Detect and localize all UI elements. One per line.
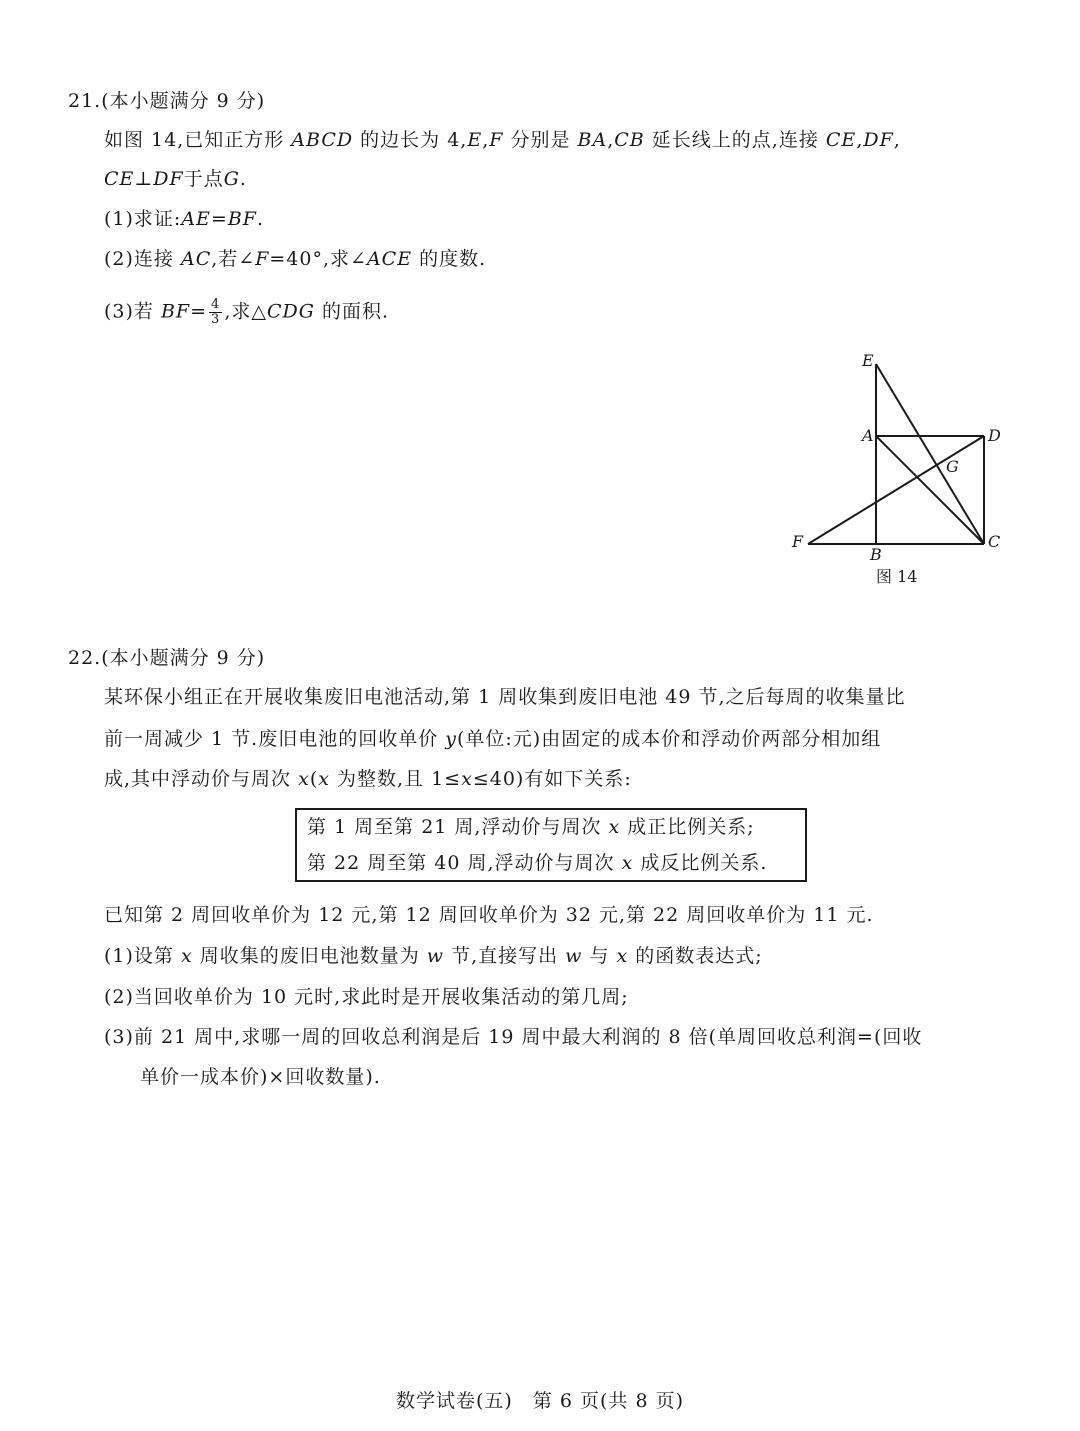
q22-stem-line3: 成,其中浮动价与周次 x(x 为整数,且 1≤x≤40)有如下关系: [104, 768, 632, 790]
figure-caption: 图 14 [876, 567, 918, 586]
page-footer: 数学试卷(五) 第 6 页(共 8 页) [396, 1390, 684, 1412]
q21-part3: (3)若 BF= $\frac{4}{3}$ ,求△CDG 的面积. [104, 297, 390, 327]
q21-stem-line2: CE⊥DF于点G. [104, 168, 247, 190]
q21-header: 21.(本小题满分 9 分) [68, 90, 266, 112]
segment-FD [808, 436, 984, 544]
q22-header: 22.(本小题满分 9 分) [68, 647, 266, 669]
relation-box [295, 808, 807, 882]
relation-line2: 第 22 周至第 40 周,浮动价与周次 x 成反比例关系. [307, 852, 768, 874]
q22-part3-line2: 单价一成本价)×回收数量). [140, 1066, 381, 1088]
q21-part2: (2)连接 AC,若∠F=40°,求∠ACE 的度数. [104, 248, 487, 270]
label-A: A [862, 426, 874, 445]
label-C: C [988, 532, 1001, 551]
q22-given: 已知第 2 周回收单价为 12 元,第 12 周回收单价为 32 元,第 22 周回收单价为 11 元. [104, 904, 874, 926]
q22-stem-line1: 某环保小组正在开展收集废旧电池活动,第 1 周收集到废旧电池 49 节,之后每周的收集量比 [104, 686, 906, 708]
label-F: F [792, 532, 804, 551]
label-E: E [862, 351, 874, 370]
q22-part2: (2)当回收单价为 10 元时,求此时是开展收集活动的第几周; [104, 986, 629, 1008]
label-G: G [946, 457, 959, 476]
q21-stem-line1: 如图 14,已知正方形 ABCD 的边长为 4,E,F 分别是 BA,CB 延长线上的点,连接 CE,DF, [104, 129, 901, 151]
figure-14 [780, 340, 1020, 600]
q21-part1: (1)求证:AE=BF. [104, 208, 265, 230]
label-B: B [870, 545, 882, 564]
fraction-4-3: $\frac{4}{3}$ [211, 297, 221, 327]
q22-stem-line2: 前一周减少 1 节.废旧电池的回收单价 y(单位:元)由固定的成本价和浮动价两部分相加组 [104, 728, 882, 750]
relation-line1: 第 1 周至第 21 周,浮动价与周次 x 成正比例关系; [307, 816, 755, 838]
q22-part3-line1: (3)前 21 周中,求哪一周的回收总利润是后 19 周中最大利润的 8 倍(单周回收总利润=(回收 [104, 1026, 923, 1048]
q22-part1: (1)设第 x 周收集的废旧电池数量为 w 节,直接写出 w 与 x 的函数表达式; [104, 945, 763, 967]
segment-EC [876, 364, 984, 544]
label-D: D [988, 426, 1001, 445]
